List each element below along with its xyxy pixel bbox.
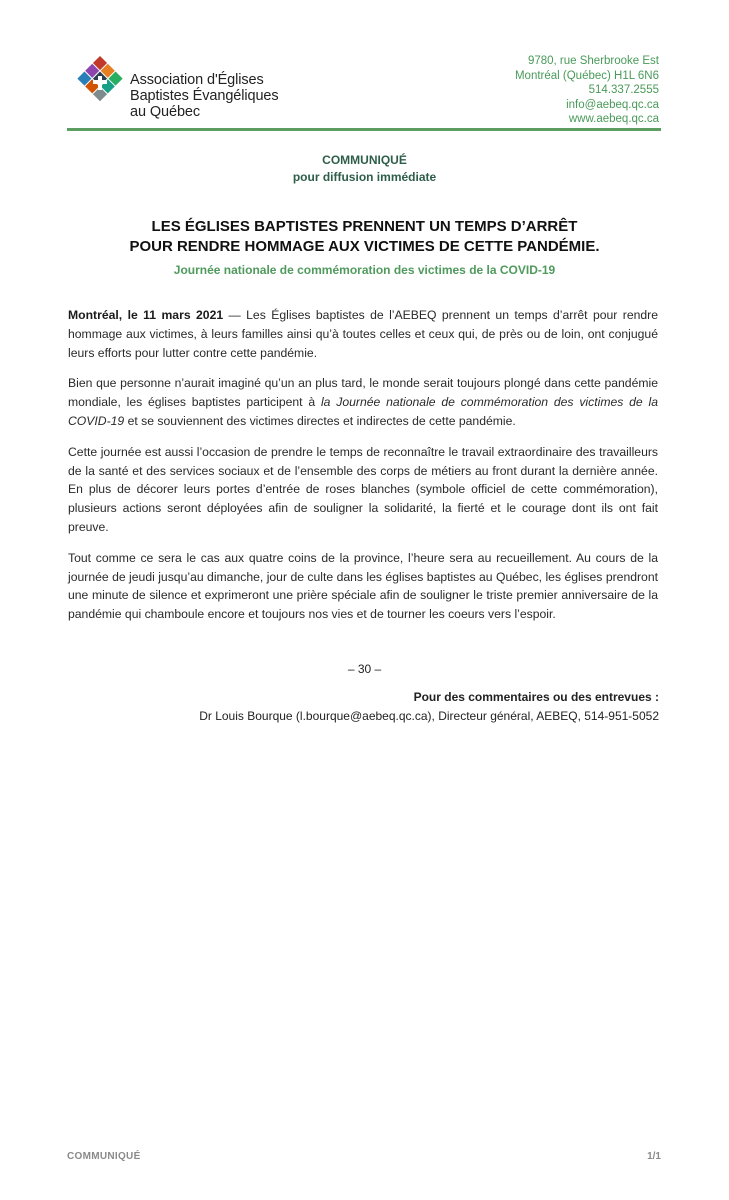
paragraph-2-italic: la Journée nationale de commémoration des victimes de la COVID-19 [68,395,658,428]
contact-block [199,688,659,725]
org-line-2: Baptistes Évangéliques [130,88,279,104]
subtitle: Journée nationale de commémoration des victimes de la COVID-19 [173,263,556,277]
contact-label: Pour des commentaires ou des entrevues : [413,690,659,704]
communique-heading [0,152,729,186]
address-city: Montréal (Québec) H1L 6N6 [514,69,659,82]
address-block [515,54,659,127]
dateline: Montréal, le 11 mars 2021 [68,308,224,322]
body-text [68,306,658,636]
address-email-link[interactable]: info@aebeq.qc.ca [566,98,659,111]
header-divider [67,128,661,131]
address-phone[interactable]: 514.337.2555 [588,84,659,96]
address-street: 9780, rue Sherbrooke Est [527,55,659,67]
communique-label: COMMUNIQUÉ [322,153,407,167]
org-line-3: au Québec [130,104,201,120]
release-label: pour diffusion immédiate [292,170,437,184]
paragraph-4: Tout comme ce sera le cas aux quatre coins de la province, l’heure sera au recueillement. Au cours de la journée de jeudi jusqu’au dimanche, jour de culte dans les églises baptistes au Québec, les églises prendront une minute de silence et exprimeront une prière spéciale afin de souligner le triste premier anniversaire de la pandémie qui chamboule encore et toujours nos vies et de tourner les coeurs vers l’espoir. [68,550,658,622]
end-mark: – 30 – [347,662,382,676]
paragraph-2-text-b: et se souviennent des victimes directes et indirectes de cette pandémie. [124,413,516,428]
paragraph-3: Cette journée est aussi l’occasion de prendre le temps de reconnaître le travail extraordinaire des travailleurs de la santé et des services sociaux et de l’ensemble des corps de métiers au front durant la dernière année. En plus de décorer leurs portes d’entrée de roses blanches (symbole officiel de cette commémoration), plusieurs actions seront déployées afin de souligner la solidarité, la fierté et le courage dont ils ont fait preuve. [68,444,658,534]
page-number: 1/1 [647,1151,661,1162]
paragraph-2 [68,374,658,430]
footer-label: COMMUNIQUÉ [67,1151,141,1162]
org-line-1: Association d'Églises [130,72,264,88]
headline [0,217,729,257]
church-mosaic-logo-icon [72,52,128,108]
organization-name [130,72,279,120]
headline-line-2: POUR RENDRE HOMMAGE AUX VICTIMES DE CETTE PANDÉMIE. [129,238,600,255]
aebeq-logo [72,52,372,122]
paragraph-1-text: — Les Églises baptistes de l’AEBEQ prennent un temps d’arrêt pour rendre hommage aux victimes, à leurs familles ainsi qu’à toutes celles et ceux qui, de près ou de loin, ont conjugué leurs efforts pour lutter contre cette pandémie. [68,308,658,360]
paragraph-2-text-a: Bien que personne n’aurait imaginé qu’un an plus tard, le monde serait toujours plongé dans cette pandémie mondiale, les églises baptistes participent à [68,376,658,410]
address-website-link[interactable]: www.aebeq.qc.ca [568,113,659,125]
contact-line: Dr Louis Bourque (l.bourque@aebeq.qc.ca), Directeur général, AEBEQ, 514-951-5052 [199,708,659,723]
paragraph-1 [68,306,658,362]
headline-line-1: LES ÉGLISES BAPTISTES PRENNENT UN TEMPS D’ARRÊT [151,218,578,235]
